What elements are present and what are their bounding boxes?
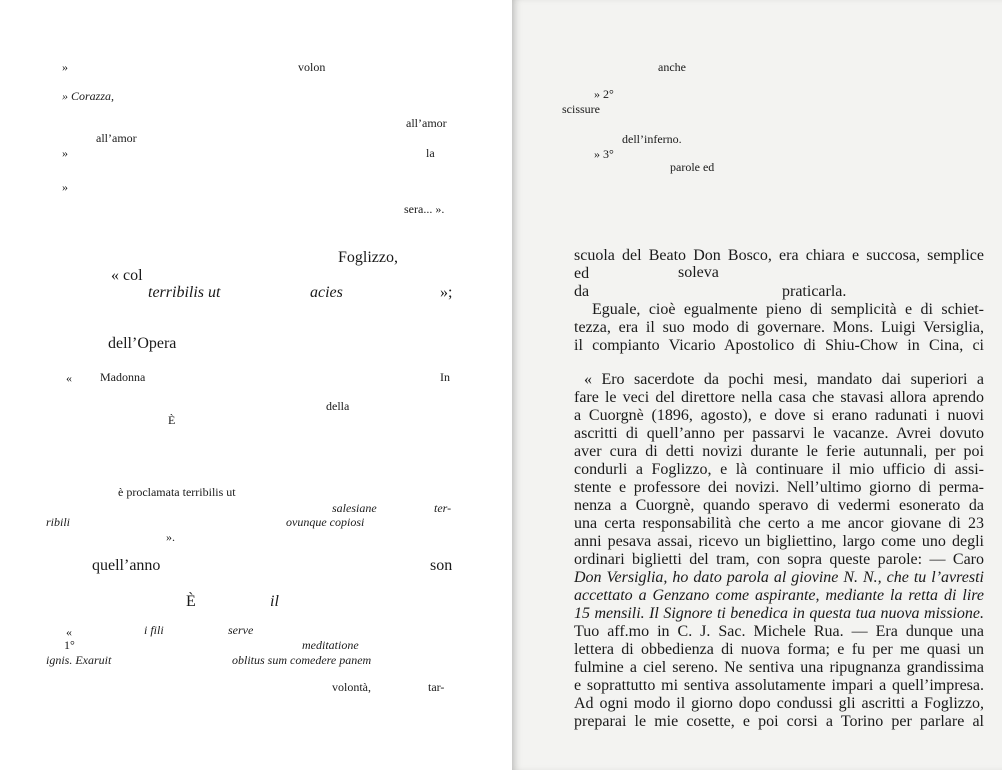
quote-line: fulmine a ciel sereno. Ne sentiva una ripugnanza grandissima — [574, 659, 984, 676]
text-fragment: da — [574, 283, 590, 300]
text-fragment: ribili — [46, 515, 71, 529]
quote-line: 15 mensili. Il Signore ti benedica in questa tua nuova missione. — [574, 605, 984, 622]
text-fragment: » — [62, 146, 68, 160]
quote-line: a Cuorgnè (1896, agosto), e dove si erano radunati i nuovi — [574, 407, 984, 424]
quote-line: accettato a Genzano come aspirante, mediante la retta di lire — [574, 587, 984, 604]
text-fragment: » 3° — [594, 147, 614, 161]
quote-line: « Ero sacerdote da pochi mesi, mandato dai superiori a — [584, 371, 984, 388]
quote-line: lettera di obbedienza di nuova forma; e fu per me quasi un — [574, 641, 984, 658]
text-fragment: « — [66, 371, 72, 385]
text-fragment: « col — [111, 267, 143, 284]
quote-line: una certa responsabilità che certo a me ancor giovane di 23 — [574, 515, 984, 532]
quote-line: fare le veci del direttore nella casa che stavasi allora aprendo — [574, 389, 984, 406]
text-fragment: volon — [298, 60, 326, 74]
text-fragment: anche — [658, 60, 686, 74]
text-fragment: son — [430, 557, 453, 574]
text-fragment: praticarla. — [782, 283, 847, 300]
text-fragment: scissure — [562, 102, 600, 116]
text-fragment: » — [62, 180, 68, 194]
quote-line: Don Versiglia, ho dato parola al giovine N. N., che tu l’avresti — [574, 569, 984, 586]
quote-line: preparai le mie cosette, e poi corsi a Torino per parlare al — [574, 713, 984, 730]
text-fragment: dell’Opera — [108, 335, 177, 352]
text-fragment: ed — [574, 265, 590, 282]
quote-line: Tuo aff.mo in C. J. Sac. Michele Rua. — Era dunque una — [574, 623, 984, 640]
text-fragment: In — [440, 370, 450, 384]
text-fragment: Madonna — [100, 370, 146, 384]
text-fragment: è proclamata terribilis ut — [118, 485, 236, 499]
text-fragment: Foglizzo, — [338, 249, 398, 266]
quote-line: stente e professore dei novizi. Nell’ultimo giorno di perma- — [574, 479, 984, 496]
paragraph-line: scuola del Beato Don Bosco, era chiara e succosa, semplice — [574, 247, 984, 264]
quote-line: condurli a Foglizzo, e là continuare il mio ufficio di assi- — [574, 461, 984, 478]
text-fragment: terribilis ut — [148, 284, 221, 301]
text-fragment: » — [62, 60, 68, 74]
text-fragment: » Corazza, — [62, 89, 115, 103]
text-fragment: » 2° — [594, 87, 614, 101]
text-fragment: all’amor — [96, 131, 137, 145]
text-fragment: all’amor — [406, 116, 447, 130]
text-fragment: sera... ». — [404, 202, 445, 216]
text-fragment: quell’anno — [92, 557, 161, 574]
text-fragment: serve — [228, 623, 254, 637]
text-fragment: ». — [166, 530, 175, 544]
text-fragment: meditatione — [302, 638, 359, 652]
quote-line: nenza a Cuorgnè, quando speravo di vedermi esonerato da — [574, 497, 984, 514]
text-fragment: ovunque copiosi — [286, 515, 365, 529]
text-fragment: parole ed — [670, 160, 715, 174]
text-fragment: »; — [440, 284, 453, 301]
text-fragment: dell’inferno. — [622, 132, 682, 146]
quote-line: anni pesava assai, ricevo un bigliettino, largo come uno degli — [574, 533, 984, 550]
text-fragment: 1° — [64, 638, 75, 652]
text-fragment: È — [168, 413, 176, 427]
text-fragment: oblitus sum comedere panem — [232, 653, 372, 667]
text-fragment: ter- — [434, 501, 452, 515]
text-fragment: soleva — [678, 264, 719, 281]
right-page — [512, 0, 1002, 770]
paragraph-line: Eguale, cioè egualmente pieno di semplicità e di schiet- — [592, 301, 984, 318]
quote-line: e soprattutto mi sentiva assolutamente impari a quell’impresa. — [574, 677, 984, 694]
text-fragment: ignis. Exaruit — [46, 653, 112, 667]
text-fragment: tar- — [428, 680, 445, 694]
text-fragment: salesiane — [332, 501, 377, 515]
text-fragment: i fili — [144, 623, 164, 637]
paragraph-line: tezza, era il suo modo di governare. Mons. Luigi Versiglia, — [574, 319, 984, 336]
quote-line: aver cura di detti novizi durante le ferie autunnali, per poi — [574, 443, 984, 460]
text-fragment: volontà, — [332, 680, 371, 694]
text-fragment: È — [186, 593, 196, 610]
quote-line: ordinari biglietti del tram, con sopra queste parole: — Caro — [574, 551, 984, 568]
text-fragment: la — [426, 146, 435, 160]
quote-line: ascritti di quell’anno per passarvi le vacanze. Avrei dovuto — [574, 425, 984, 442]
paragraph-line: il compianto Vicario Apostolico di Shiu-Chow in Cina, ci — [574, 337, 984, 354]
text-fragment: della — [326, 399, 350, 413]
quote-line: Ad ogni modo il giorno dopo condussi gli ascritti a Foglizzo, — [574, 695, 984, 712]
text-fragment: « — [66, 625, 72, 639]
text-fragment: acies — [310, 284, 343, 301]
text-fragment: il — [270, 593, 279, 610]
